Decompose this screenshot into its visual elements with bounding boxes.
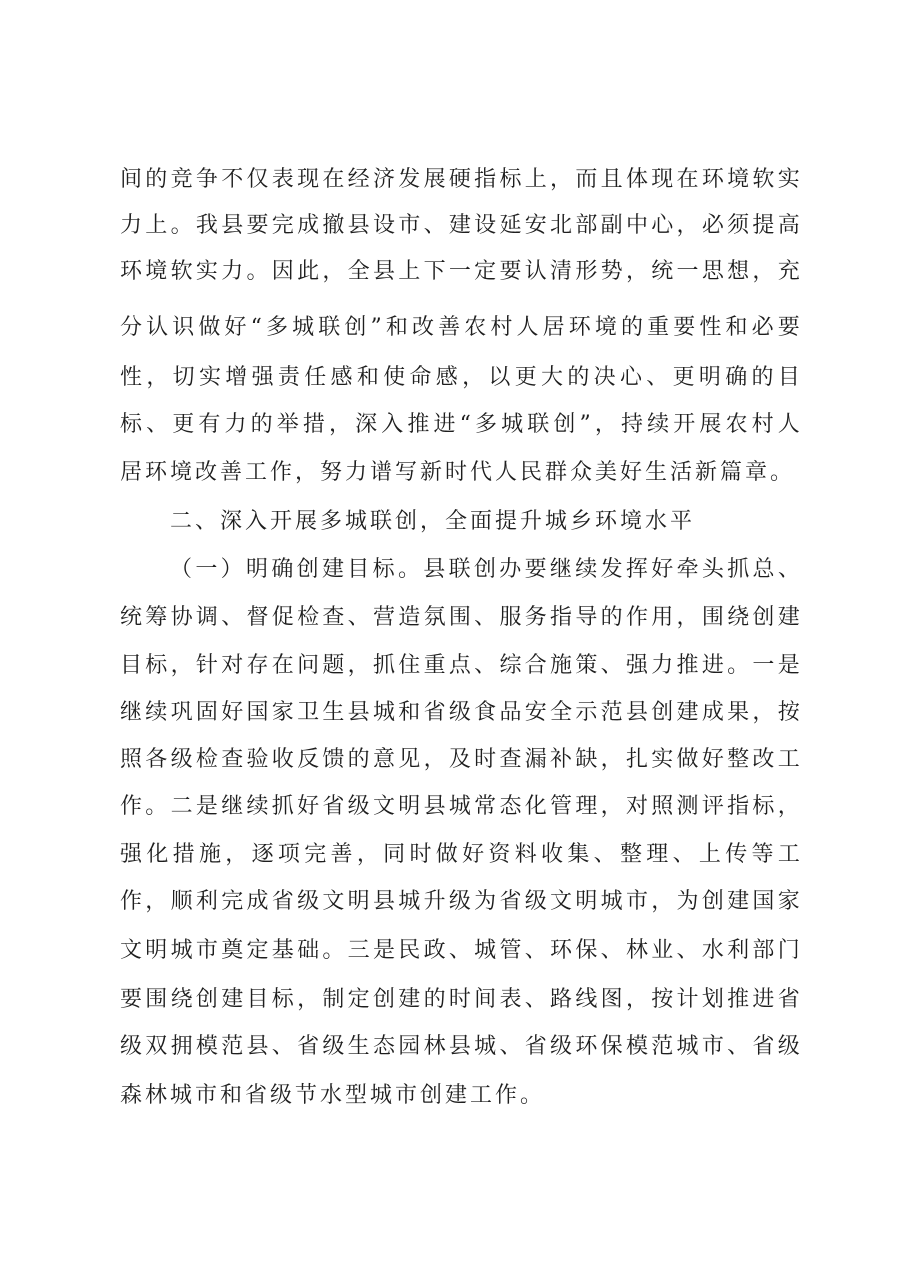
body-line-14: 作 。 二 是 继 续 抓 好 省 级 文 明 县 城 常 态 化 管 理 ， 对 照 测 评 指 标 ， bbox=[120, 794, 800, 819]
body-line-10: 统 筹 协 调 、 督 促 检 查 、 营 造 氛 围 、 服 务 指 导 的 作 用 ， 围 绕 创 建 bbox=[120, 605, 800, 630]
body-line-6: 标 、 更 有 力 的 举 措 ， 深 入 推 进 “ 多 城 联 创 ” ， 持 续 开 展 农 村 人 bbox=[120, 412, 800, 437]
body-line-13: 照 各 级 检 查 验 收 反 馈 的 意 见 ， 及 时 查 漏 补 缺 ， 扎 实 做 好 整 改 工 bbox=[120, 747, 800, 772]
body-line-15: 强 化 措 施 ， 逐 项 完 善 ， 同 时 做 好 资 料 收 集 、 整 理 、 上 传 等 工 bbox=[120, 842, 800, 867]
body-line-4: 分 认 识 做 好 “ 多 城 联 创 ” 和 改 善 农 村 人 居 环 境 的 重 要 性 和 必 要 bbox=[120, 315, 800, 340]
body-line-16: 作 ， 顺 利 完 成 省 级 文 明 县 城 升 级 为 省 级 文 明 城 市 ， 为 创 建 国 家 bbox=[120, 889, 800, 914]
body-line-7: 居环境改善工作，努力谱写新时代人民群众美好生活新篇章。 bbox=[120, 460, 796, 485]
body-line-5: 性 ， 切 实 增 强 责 任 感 和 使 命 感 ， 以 更 大 的 决 心 、 更 明 确 的 目 bbox=[120, 365, 800, 390]
body-line-3: 环 境 软 实 力 。 因 此 ， 全 县 上 下 一 定 要 认 清 形 势 ， 统 一 思 想 ， 充 bbox=[120, 259, 800, 284]
body-line-20: 森林城市和省级节水型城市创建工作。 bbox=[120, 1083, 546, 1108]
body-line-17: 文 明 城 市 奠 定 基 础 。 三 是 民 政 、 城 管 、 环 保 、 林 业 、 水 利 部 门 bbox=[120, 938, 800, 963]
body-line-2: 力 上 。 我 县 要 完 成 撤 县 设 市 、 建 设 延 安 北 部 副 中 心 ， 必 须 提 高 bbox=[120, 213, 800, 238]
body-line-1: 间 的 竞 争 不 仅 表 现 在 经 济 发 展 硬 指 标 上 ， 而 且 体 现 在 环 境 软 实 bbox=[120, 167, 800, 192]
body-line-18: 要 围 绕 创 建 目 标 ， 制 定 创 建 的 时 间 表 、 路 线 图 ， 按 计 划 推 进 省 bbox=[120, 987, 800, 1012]
body-line-19: 级 双 拥 模 范 县 、 省 级 生 态 园 林 县 城 、 省 级 环 保 模 范 城 市 、 省 级 bbox=[120, 1034, 800, 1059]
subsection-heading-line: （ 一 ） 明 确 创 建 目 标 。 县 联 创 办 要 继 续 发 挥 好 牵 头 抓 总 、 bbox=[170, 557, 800, 582]
body-line-11: 目 标 ， 针 对 存 在 问 题 ， 抓 住 重 点 、 综 合 施 策 、 强 力 推 进 。 一 是 bbox=[120, 653, 800, 678]
section-heading: 二、深入开展多城联创，全面提升城乡环境水平 bbox=[170, 509, 696, 534]
body-line-12: 继 续 巩 固 好 国 家 卫 生 县 城 和 省 级 食 品 安 全 示 范 县 创 建 成 果 ， 按 bbox=[120, 700, 800, 725]
